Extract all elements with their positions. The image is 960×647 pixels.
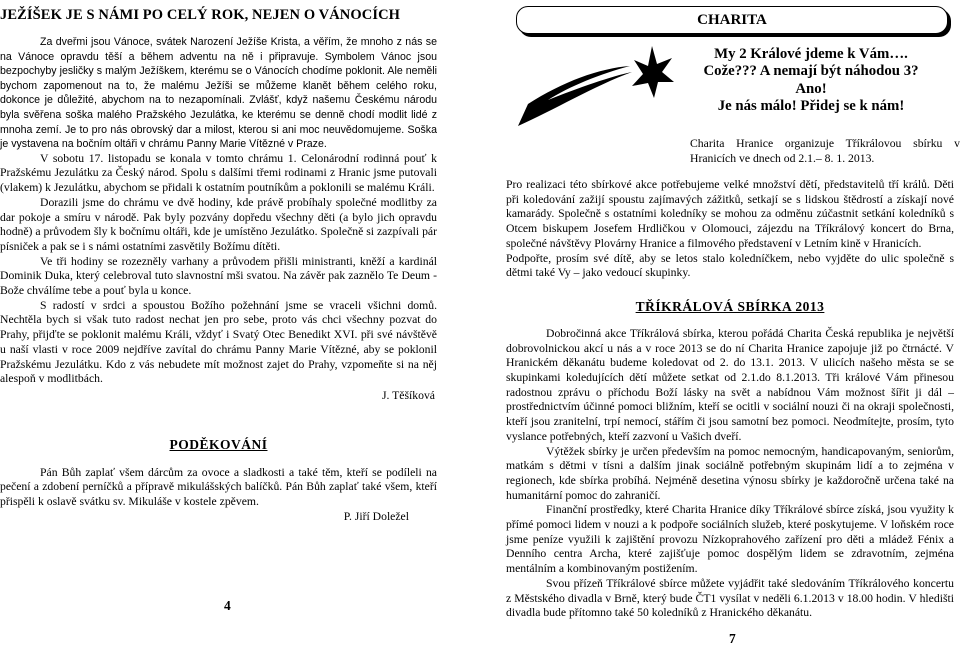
- collection-heading: TŘÍKRÁLOVÁ SBÍRKA 2013: [635, 298, 825, 314]
- box-title-text: CHARITA: [697, 11, 767, 28]
- slogan-line: Ano!: [795, 80, 827, 97]
- section-box-title: [516, 6, 948, 34]
- slogan-line: Je nás málo! Přidej se k nám!: [717, 97, 905, 114]
- article-paragraph: Dorazili jsme do chrámu ve dvě hodiny, kde právě probíhaly společné modlitby za dar pokoje a smíru v národě. Pak byly pozvány dopředu všechny děti (a bylo jich opravdu hodně) a průvodem šly k bočnímu oltáři, kde je umístěno Jezulátko. Společně si zazpívali pár písniček a pak se i s námi ostatními zasvětily Božímu dítěti.: [0, 195, 437, 253]
- collection-paragraph: Svou přízeň Tříkrálové sbírce můžete vyjádřit také sledováním Tříkrálového koncertu z Městského divadla v Brně, který bude ČT1 vysílat v neděli 6.1.2013 v 18.00 hodin. V hledišti divadla bude přítomno také 50 koledníků z Hranického děkanátu.: [506, 576, 954, 620]
- thanks-heading: PODĚKOVÁNÍ: [169, 436, 268, 452]
- collection-paragraph: Finanční prostředky, které Charita Hranice díky Tříkrálové sbírce získá, jsou využity k přímé pomoci lidem v nouzi a k podpoře sociálních služeb, které poskytujeme. V loňském roce jsme peníze využili k zajištění provozu Nízkoprahového zařízení pro děti a mládež Fénix a Denního centra Archa, které zajišťuje pomoc dospělým lidem se zdravotním, zejména mentálním a kombinovaným postižením.: [506, 503, 954, 576]
- thanks-signature: P. Jiří Doležel: [343, 509, 409, 523]
- article-heading: JEŽÍŠEK JE S NÁMI PO CELÝ ROK, NEJEN O VÁNOCÍCH: [0, 7, 401, 23]
- thanks-paragraph: Pán Bůh zaplať všem dárcům za ovoce a sladkosti a také těm, kteří se podíleli na pečení a zdobení perníčků a přípravě mikulášských balíčků. Pán Bůh zaplať také všem, kteří přispěli k oslavě svátku sv. Mikuláše v kostele zpěvem.: [0, 465, 437, 509]
- article-paragraph: S radostí v srdci a spoustou Božího požehnání jsme se vraceli všichni domů. Nechtěla bych si však tuto radost nechat jen pro sebe, proto vás chci všechny pozvat do Prahy, přijďte se poklonit malému Králi, vždyť i Svatý Otec Benedikt XVI. při své návštěvě u naší vlasti v roce 2009 nejdříve zavítal do chrámu Panny Marie Vítězné, aby se poklonil Pražskému Jezulátku. Kdo z vás nebudete mít možnost zajet do Prahy, vzpomeňte si na něj alespoň v modlitbách.: [0, 298, 437, 386]
- collection-paragraph: Dobročinná akce Tříkrálová sbírka, kterou pořádá Charita Česká republika je největší dobrovolnickou akcí u nás a v roce 2013 se do ní Charita Hranice zapojuje již po čtrnácté. V Hranickém děkanátu budeme koledovat od 2. do 13.1. 2013. V ulicích našeho města se se skupinkami koledujících dětí můžete setkat od 2.1.do 8.1.2013. Tři králové Vám přinesou radostnou zprávu o příchodu Boží lásky na svět a nabídnou Vám možnost šířit ji dál – prostřednictvím účinné pomoci bližním, kteří se ocitli v sociální nouzi či na okraji společnosti, kteří jsou zranitelní, trpí nemocí, stářím či jsou samotní bez pomoci. Neodmítejte, prosím, tyto vyslance potřebných, kteří zazvoní u Vašich dveří.: [506, 326, 954, 443]
- page-number-left: 4: [224, 598, 231, 613]
- article-signature: J. Těšíková: [381, 389, 435, 402]
- article-paragraph: Za dveřmi jsou Vánoce, svátek Narození Ježíše Krista, a věřím, že mnoho z nás se na Vánoce opravdu těší a během adventu na ně i připravuje. Symbolem Vánoc jsou bezpochyby jesličky s malým Ježíškem, kterému se o Vánocích chodíme poklonit. Ale neměli bychom zapomenout na to, že malému Ježíši se můžeme klanět během celého roku, dokonce je důležité, abychom na to nezapomínali. Zvlášť, když našemu Českému národu byla svěřena soška malého Pražského Jezulátka, ke kterému se denně chodí modlit lidé z mnoha zemí. Je to pro nás obrovský dar a milost, kterou si ani moc neuvědomujeme. Soška je vystavena na bočním oltáři v chrámu Panny Marie Vítězné v Praze.: [0, 36, 437, 151]
- charita-paragraph: Podpořte, prosím své dítě, aby se letos stalo koledníčkem, nebo vyjděte do ulic společně s dětmi také Vy – jako vedoucí skupinky.: [506, 251, 954, 280]
- comet-star-icon: [514, 42, 674, 132]
- charita-paragraph: Pro realizaci této sbírkové akce potřebujeme velké množství dětí, představitelů tří králů. Děti při koledování zažijí spoustu zajímavých zážitků, setkají se s lidskou štědrostí a získají nové kamarády. Společně s ostatními koledníky se mohou za odměnu zúčastnit setkání koledníků s Otcem biskupem Josefem Hrdličkou v Olomouci, zájezdu na Tříkrálový koncert do Brna, společné návštěvy Plovárny Hranice a filmového představení v Letním kině v Hranicích.: [506, 178, 954, 250]
- slogan: [676, 46, 946, 115]
- charita-intro: [506, 42, 960, 178]
- page-number-right: 7: [729, 631, 736, 646]
- slogan-line: My 2 Králové jdeme k Vám….: [714, 46, 908, 62]
- collection-dates: Charita Hranice organizuje Tříkrálovou sbírku v Hranicích ve dnech od 2.1.– 8. 1. 2013.: [690, 137, 960, 165]
- slogan-line: Cože??? A nemají být náhodou 3?: [703, 63, 919, 80]
- collection-paragraph: Výtěžek sbírky je určen především na pomoc nemocným, handicapovaným, seniorům, matkám s dětmi v tísni a dalším jinak sociálně potřebným skupinám lidí a to zejména v regionech, kde sbírka probíhá. Nejméně desetina výnosu sbírky je každoročně určena také na humanitární pomoc do zahraničí.: [506, 444, 954, 502]
- right-column: [506, 0, 960, 646]
- article-body: [0, 35, 437, 525]
- left-column: [0, 0, 437, 613]
- article-paragraph: Ve tři hodiny se rozezněly varhany a průvodem přišli ministranti, kněží a kardinál Dominik Duka, který celebroval tuto slavnostní mši svatou. Na závěr pak zaznělo Te Deum - Bože chválíme tebe a pouť byla u konce.: [0, 254, 437, 298]
- article-paragraph: V sobotu 17. listopadu se konala v tomto chrámu 1. Celonárodní rodinná pouť k Pražskému Jezulátku za Český národ. Spolu s dalšími třemi rodinami z Hranic jsme putovali (vlakem) k Jezulátku, abychom se přidali k ostatním poutníkům a poklonili se malému Králi.: [0, 151, 437, 195]
